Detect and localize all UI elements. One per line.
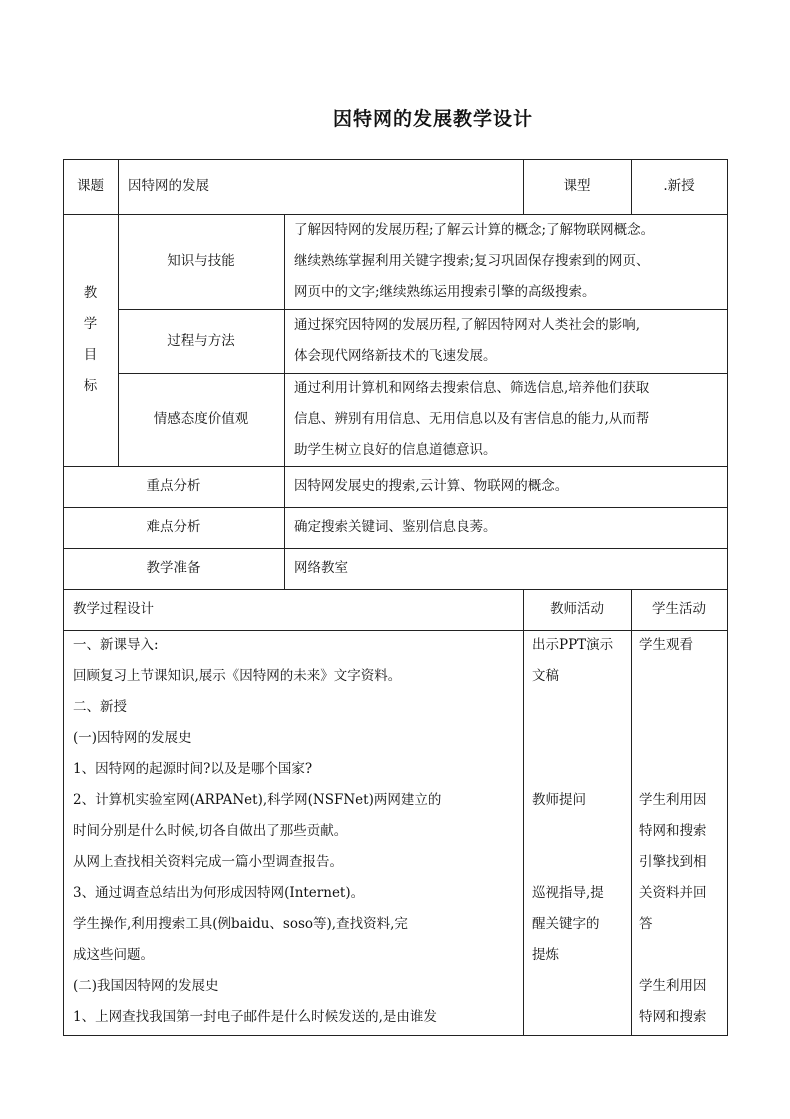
goal-text-process: [284, 309, 727, 373]
student-activity-body: [631, 630, 727, 1035]
student-line: 特网和搜索: [639, 1009, 707, 1025]
process-line: (二)我国因特网的发展史: [73, 978, 219, 994]
student-line: 学生利用因: [639, 978, 707, 994]
teacher-activity-body: [523, 630, 631, 1035]
student-line: 学生利用因: [639, 792, 707, 808]
student-line: [639, 940, 723, 971]
difficulties-label: 难点分析: [146, 519, 201, 535]
table-border-bottom: [63, 1035, 727, 1036]
process-line: 3、通过调查总结出为何形成因特网(Internet)。: [73, 885, 365, 901]
teacher-line: [532, 723, 627, 754]
teacher-line: [532, 816, 627, 847]
teacher-line: 出示PPT演示: [532, 637, 614, 653]
text-line: 体会现代网络新技术的飞速发展。: [294, 348, 497, 364]
teacher-activity-header: 教师活动: [550, 601, 604, 617]
goals-vertical-label: [63, 214, 118, 466]
goals-label-char: 标: [83, 378, 98, 394]
key-points-label: 重点分析: [146, 478, 201, 494]
student-line: 关资料并回: [639, 885, 707, 901]
text-line: 继续熟练掌握利用关键字搜索;复习巩固保存搜索到的网页、: [294, 253, 650, 269]
process-line: 1、上网查找我国第一封电子邮件是什么时候发送的,是由谁发: [73, 1009, 437, 1025]
teacher-line: 教师提问: [532, 792, 586, 808]
goal-label-knowledge: 知识与技能: [167, 253, 235, 269]
process-design-header: 教学过程设计: [73, 601, 154, 617]
student-line: 答: [639, 916, 653, 932]
text-line: 通过利用计算机和网络去搜索信息、筛选信息,培养他们获取: [294, 380, 650, 396]
goal-text-attitude: [284, 373, 727, 466]
goals-label-char: 教: [83, 285, 98, 301]
process-line: 一、新课导入:: [73, 637, 159, 653]
process-line: 从网上查找相关资料完成一篇小型调查报告。: [73, 854, 343, 870]
teacher-line: 文稿: [532, 668, 559, 684]
teacher-line: [532, 692, 627, 723]
text-line: 了解因特网的发展历程;了解云计算的概念;了解物联网概念。: [294, 222, 655, 238]
type-value: .新授: [663, 178, 695, 194]
goals-label-char: 目: [83, 347, 98, 363]
goal-label-attitude: 情感态度价值观: [153, 411, 249, 427]
process-line: 回顾复习上节课知识,展示《因特网的未来》文字资料。: [73, 668, 402, 684]
process-line: (一)因特网的发展史: [73, 730, 192, 746]
student-line: [639, 692, 723, 723]
student-line: [639, 754, 723, 785]
goal-text-knowledge: [284, 214, 727, 309]
course-label: 课题: [77, 178, 104, 194]
process-line: 成这些问题。: [73, 947, 154, 963]
table-border-right: [727, 159, 728, 1036]
preparation-value: 网络教室: [294, 560, 348, 576]
preparation-label: 教学准备: [146, 560, 201, 576]
process-line: 学生操作,利用搜索工具(例baidu、soso等),查找资料,完: [73, 916, 408, 932]
student-line: 引擎找到相: [639, 854, 707, 870]
student-line: 学生观看: [639, 637, 693, 653]
student-activity-header: 学生活动: [652, 601, 706, 617]
goal-label-process: 过程与方法: [167, 332, 235, 349]
difficulties-value: 确定搜索关键词、鉴别信息良莠。: [294, 519, 497, 535]
text-line: 信息、辨别有用信息、无用信息以及有害信息的能力,从而帮: [294, 411, 650, 427]
course-value: 因特网的发展: [128, 178, 209, 194]
teacher-line: [532, 847, 627, 878]
student-line: [639, 661, 723, 692]
text-line: 助学生树立良好的信息道德意识。: [294, 442, 497, 458]
goals-label-char: 学: [83, 316, 98, 332]
process-line: 时间分别是什么时候,切各自做出了那些贡献。: [73, 823, 348, 839]
process-design-body: [63, 630, 523, 1035]
text-line: 网页中的文字;继续熟练运用搜索引擎的高级搜索。: [294, 284, 596, 300]
teacher-line: 醒关键字的: [532, 916, 600, 932]
student-line: 特网和搜索: [639, 823, 707, 839]
teacher-line: [532, 754, 627, 785]
process-line: 二、新授: [73, 699, 127, 715]
process-line: 2、计算机实验室网(ARPANet),科学网(NSFNet)两网建立的: [73, 792, 442, 808]
process-line: 1、因特网的起源时间?以及是哪个国家?: [73, 761, 313, 777]
student-line: [639, 723, 723, 754]
document-title: 因特网的发展教学设计: [332, 108, 533, 130]
teacher-line: 提炼: [532, 947, 559, 963]
text-line: 通过探究因特网的发展历程,了解因特网对人类社会的影响,: [294, 317, 641, 333]
teacher-line: 巡视指导,提: [532, 885, 604, 901]
key-points-value: 因特网发展史的搜索,云计算、物联网的概念。: [294, 478, 569, 494]
type-label: 课型: [563, 178, 591, 194]
